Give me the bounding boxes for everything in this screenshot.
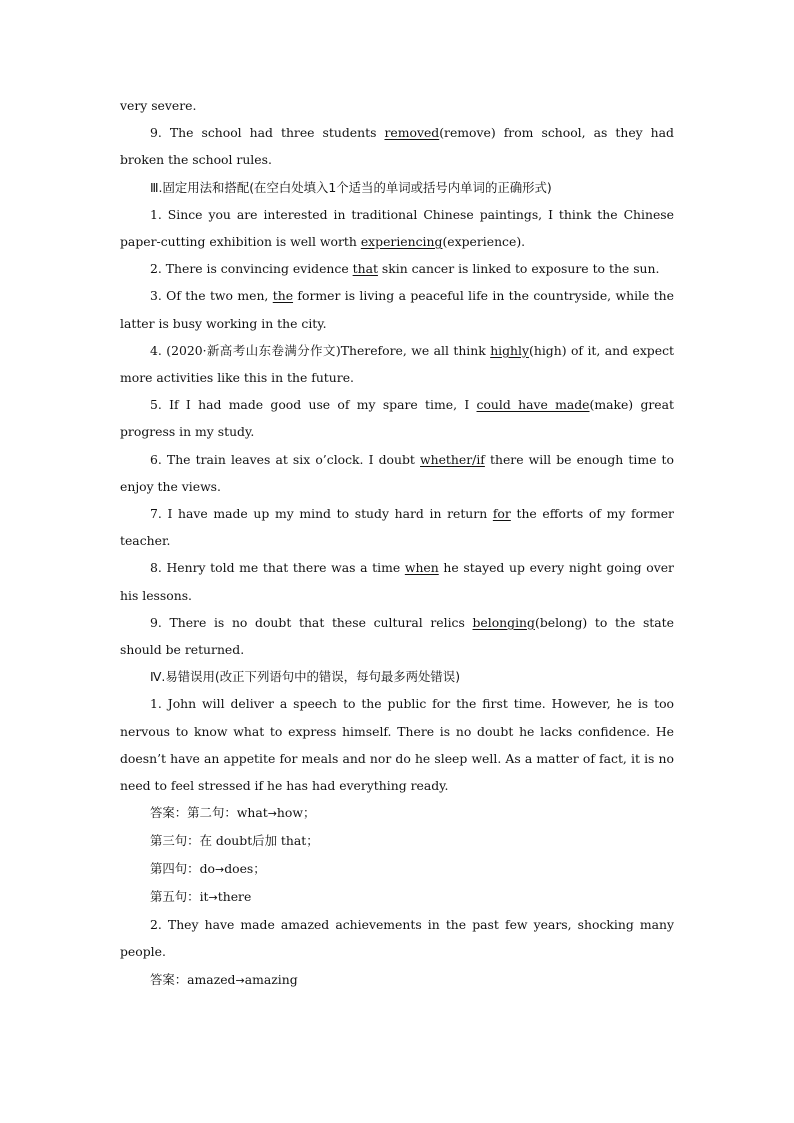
section3-item-4: 4. (2020·新高考山东卷满分作文)Therefore, we all think highly(high) of it, and expect more activities like this in the future.	[120, 342, 674, 386]
answer-blank: that	[352, 261, 378, 277]
q2-answer: 答案：amazed→amazing	[150, 971, 298, 987]
q1-answer-sentence-5: 第五句：it→there	[150, 888, 252, 904]
arrow-right-icon: →	[267, 807, 277, 821]
section3-item-1: 1. Since you are interested in traditional Chinese paintings, I think the Chinese paper-cutting exhibition is well worth experiencing(experience).	[120, 206, 674, 250]
answer-blank: removed	[384, 125, 440, 141]
section3-item-3: 3. Of the two men, the former is living a peaceful life in the countryside, while the latter is busy working in the city.	[120, 288, 674, 331]
answer-blank: could have made	[476, 397, 590, 413]
section4-heading: Ⅳ.易错误用(改正下列语句中的错误，每句最多两处错误)	[150, 669, 461, 685]
answer-blank: belonging	[472, 614, 535, 630]
section4-question-1: 1. John will deliver a speech to the public for the first time. However, he is too nervous to know what to express himself. There is no doubt he lacks confidence. He doesn’t have an appetite for meals and nor do he sleep well. As a matter of fact, it is no need to feel stressed if he has had everything ready.	[120, 696, 674, 794]
top-fragment: very severe.	[120, 98, 197, 113]
arrow-right-icon: →	[214, 862, 225, 876]
answer-blank: the	[272, 288, 294, 304]
answer-blank: when	[404, 560, 439, 576]
section3-item-7: 7. I have made up my mind to study hard in return for the efforts of my former teacher.	[120, 506, 674, 549]
answer-blank: highly	[490, 342, 530, 358]
answer-blank: whether/if	[420, 451, 485, 467]
section3-item-9: 9. There is no doubt that these cultural relics belonging(belong) to the state should be returned.	[120, 614, 674, 658]
q1-answer-sentence-2: 答案：第二句：what→how；	[150, 805, 316, 821]
answer-blank: experiencing	[360, 234, 443, 250]
section3-item-5: 5. If I had made good use of my spare time, I could have made(make) great progress in my study.	[120, 397, 674, 440]
section3-item-6: 6. The train leaves at six o’clock. I doubt whether/if there will be enough time to enjoy the views.	[120, 451, 674, 494]
section3-heading: Ⅲ.固定用法和搭配(在空白处填入1个适当的单词或括号内单词的正确形式)	[150, 179, 552, 195]
q1-answer-sentence-4: 第四句：do→does；	[150, 860, 266, 876]
arrow-right-icon: →	[235, 973, 245, 987]
q1-answer-sentence-3: 第三句：在 doubt后加 that；	[150, 833, 319, 849]
section3-item-8: 8. Henry told me that there was a time when he stayed up every night going over his lessons.	[120, 560, 674, 603]
section3-item-2: 2. There is convincing evidence that skin cancer is linked to exposure to the sun.	[150, 261, 660, 277]
answer-blank: for	[492, 506, 511, 522]
section3-items	[120, 201, 674, 663]
section2-item-9: 9. The school had three students removed(remove) from school, as they had broken the school rules.	[120, 125, 674, 168]
section4-question-2: 2. They have made amazed achievements in the past few years, shocking many people.	[120, 917, 674, 960]
document-page	[120, 92, 674, 994]
arrow-right-icon: →	[208, 890, 218, 904]
